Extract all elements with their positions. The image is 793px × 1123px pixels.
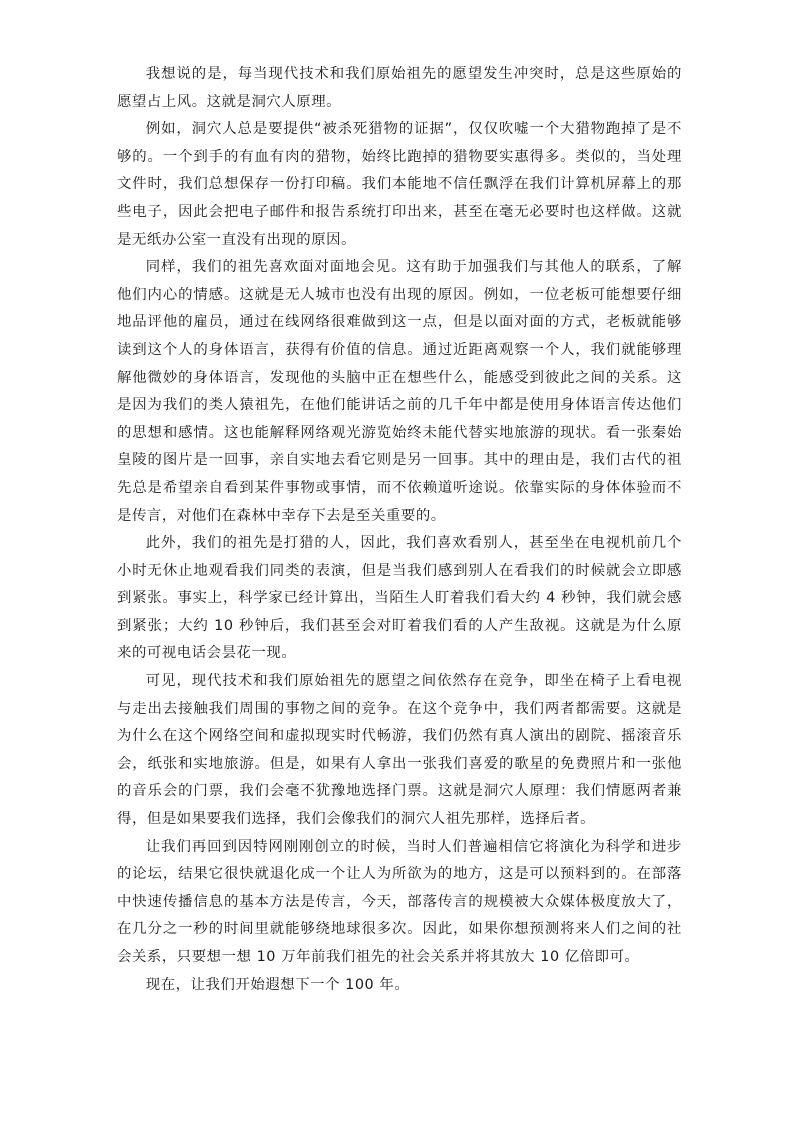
paragraph: 我想说的是，每当现代技术和我们原始祖先的愿望发生冲突时，总是这些原始的愿望占上风。这就是洞穴人原理。 xyxy=(117,66,682,110)
paragraph: 同样，我们的祖先喜欢面对面地会见。这有助于加强我们与其他人的联系，了解他们内心的情感。这就是无人城市也没有出现的原因。例如，一位老板可能想要仔细地品评他的雇员，通过在线网络很难做到这一点，但是以面对面的方式，老板就能够读到这个人的身体语言，获得有价值的信息。通过近距离观察一个人，我们就能够理解他微妙的身体语言，发现他的头脑中正在想些什么，能感受到彼此之间的关系。这是因为我们的类人猿祖先，在他们能讲话之前的几千年中都是使用身体语言传达他们的思想和感情。这也能解释网络观光游览始终未能代替实地旅游的现状。看一张秦始皇陵的图片是一回事，亲自实地去看它则是另一回事。其中的理由是，我们古代的祖先总是希望亲自看到某件事物或事情，而不依赖道听途说。依靠实际的身体体验而不是传言，对他们在森林中幸存下去是至关重要的。 xyxy=(117,259,682,524)
paragraph: 可见，现代技术和我们原始祖先的愿望之间依然存在竞争，即坐在椅子上看电视与走出去接触我们周围的事物之间的竞争。在这个竞争中，我们两者都需要。这就是为什么在这个网络空间和虚拟现实时代畅游，我们仍然有真人演出的剧院、摇滚音乐会，纸张和实地旅游。但是，如果有人拿出一张我们喜爱的歌星的免费照片和一张他的音乐会的门票，我们会毫不犹豫地选择门票。这就是洞穴人原理：我们情愿两者兼得，但是如果要我们选择，我们会像我们的洞穴人祖先那样，选择后者。 xyxy=(117,673,682,828)
paragraph: 例如，洞穴人总是要提供“被杀死猎物的证据”，仅仅吹嘘一个大猎物跑掉了是不够的。一个到手的有血有肉的猎物，始终比跑掉的猎物要实惠得多。类似的，当处理文件时，我们总想保存一份打印稿。我们本能地不信任飘浮在我们计算机屏幕上的那些电子，因此会把电子邮件和报告系统打印出来，甚至在毫无必要时也这样做。这就是无纸办公室一直没有出现的原因。 xyxy=(117,121,682,248)
paragraph: 让我们再回到因特网刚刚创立的时候，当时人们普遍相信它将演化为科学和进步的论坛，结果它很快就退化成一个让人为所欲为的地方，这是可以预料到的。在部落中快速传播信息的基本方法是传言，今天，部落传言的规模被大众媒体极度放大了，在几分之一秒的时间里就能够绕地球很多次。因此，如果你想预测将来人们之间的社会关系，只要想一想 10 万年前我们祖先的社会关系并将其放大 10 亿倍即可。 xyxy=(117,838,682,965)
paragraph: 此外，我们的祖先是打猎的人，因此，我们喜欢看别人，甚至坐在电视机前几个小时无休止地观看我们同类的表演，但是当我们感到别人在看我们的时候就会立即感到紧张。事实上，科学家已经计算出，当陌生人盯着我们看大约 4 秒钟，我们就会感到紧张；大约 10 秒钟后，我们甚至会对盯着我们看的人产生敌视。这就是为什么原来的可视电话会昙花一现。 xyxy=(117,535,682,662)
document-body xyxy=(117,61,682,999)
paragraph: 现在，让我们开始遐想下一个 100 年。 xyxy=(145,976,410,993)
